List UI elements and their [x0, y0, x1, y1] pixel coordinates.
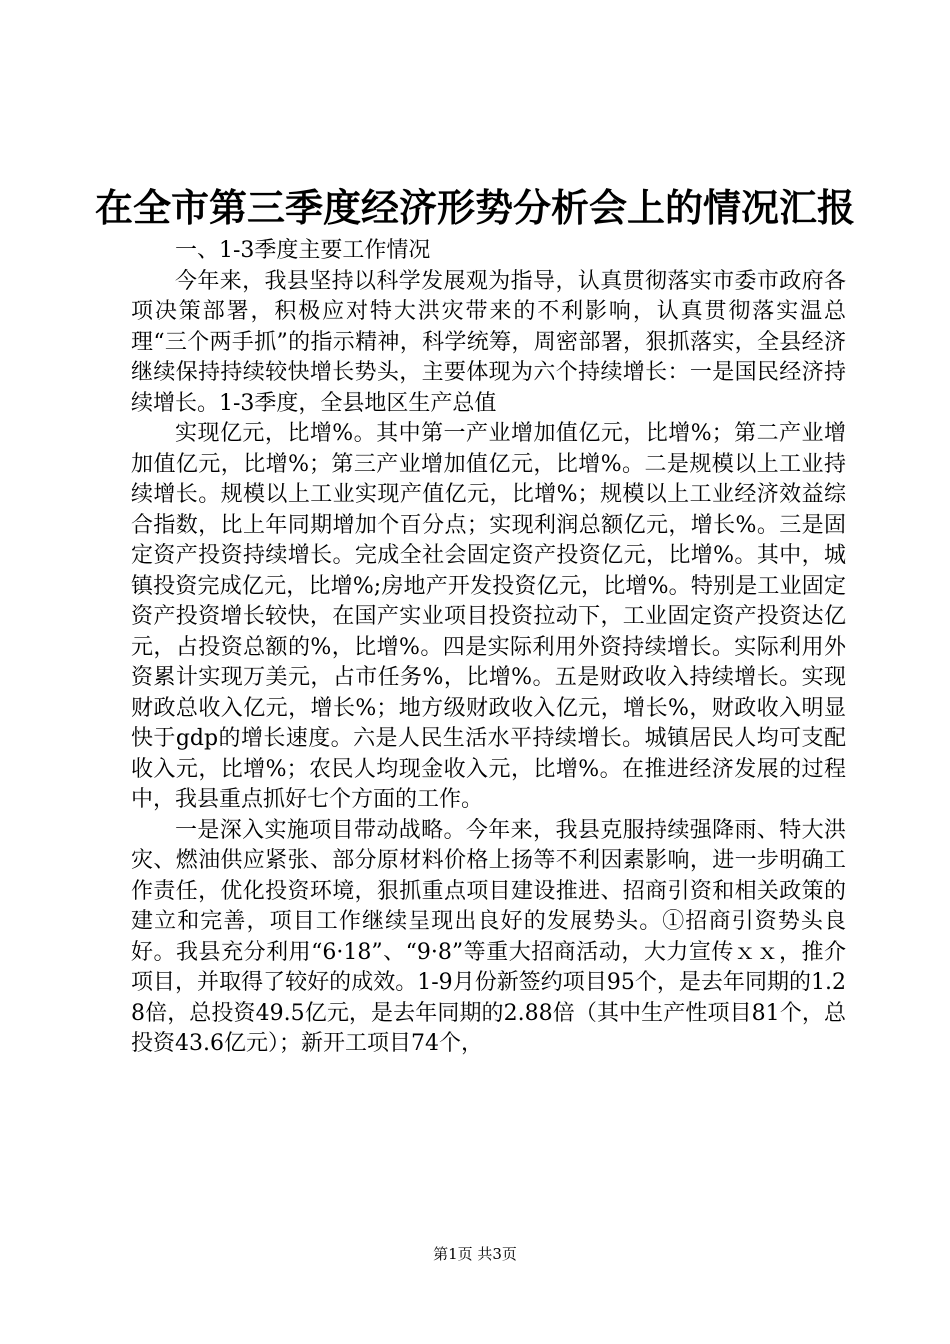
document-body — [131, 236, 846, 1060]
section-heading: 一、1-3季度主要工作情况 — [175, 238, 431, 263]
paragraph: 实现亿元，比增%。其中第一产业增加值亿元，比增%；第二产业增加值亿元，比增%；第三产业增加值亿元，比增%。二是规模以上工业持续增长。规模以上工业实现产值亿元，比增%；规模以上工业经济效益综合指数，比上年同期增加个百分点；实现利润总额亿元，增长%。三是固定资产投资持续增长。完成全社会固定资产投资亿元，比增%。其中，城镇投资完成亿元，比增%;房地产开发投资亿元，比增%。特别是工业固定资产投资增长较快，在国产实业项目投资拉动下，工业固定资产投资达亿元，占投资总额的%，比增%。四是实际利用外资持续增长。实际利用外资累计实现万美元，占市任务%，比增%。五是财政收入持续增长。实现财政总收入亿元，增长%；地方级财政收入亿元，增长%，财政收入明显快于gdp的增长速度。六是人民生活水平持续增长。城镇居民人均可支配收入元，比增%；农民人均现金收入元，比增%。在推进经济发展的过程中，我县重点抓好七个方面的工作。 — [131, 421, 846, 812]
paragraph: 一是深入实施项目带动战略。今年来，我县克服持续强降雨、特大洪灾、燃油供应紧张、部分原材料价格上扬等不利因素影响，进一步明确工作责任，优化投资环境，狠抓重点项目建设推进、招商引资和相关政策的建立和完善，项目工作继续呈现出良好的发展势头。①招商引资势头良好。我县充分利用“6·18”、“9·8”等重大招商活动，大力宣传ｘｘ，推介项目，并取得了较好的成效。1-9月份新签约项目95个，是去年同期的1.28倍，总投资49.5亿元，是去年同期的2.88倍（其中生产性项目81个，总投资43.6亿元）；新开工项目74个， — [131, 817, 846, 1056]
paragraph: 今年来，我县坚持以科学发展观为指导，认真贯彻落实市委市政府各项决策部署，积极应对特大洪灾带来的不利影响，认真贯彻落实温总理“三个两手抓”的指示精神，科学统筹，周密部署，狠抓落实，全县经济继续保持持续较快增长势头，主要体现为六个持续增长：一是国民经济持续增长。1-3季度，全县地区生产总值 — [131, 268, 846, 416]
document-title: 在全市第三季度经济形势分析会上的情况汇报 — [94, 186, 855, 230]
page-footer: 第1页 共3页 — [433, 1245, 517, 1263]
